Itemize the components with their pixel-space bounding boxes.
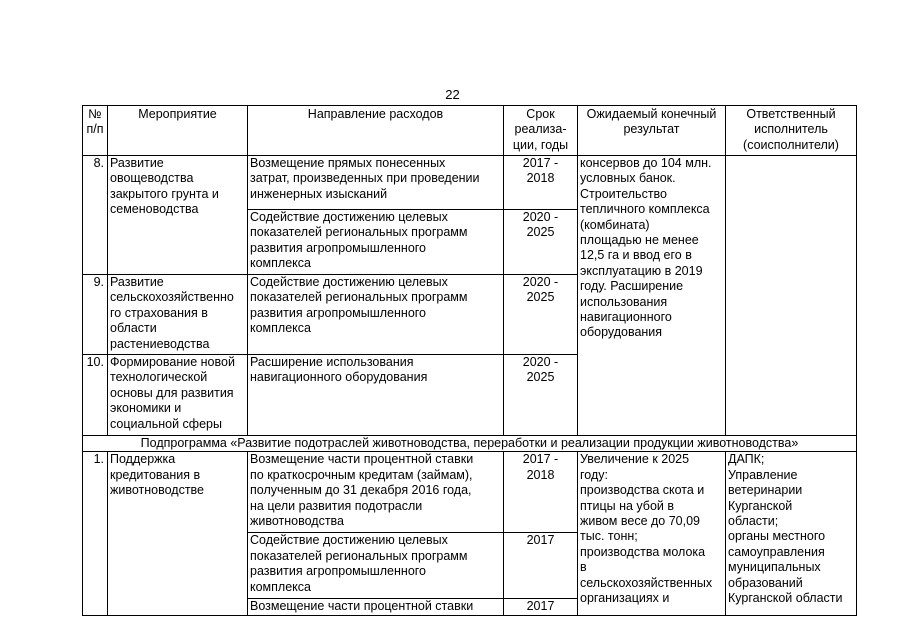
- row-num: 8.: [83, 156, 108, 275]
- header-direction: Направление расходов: [248, 106, 504, 156]
- subprogram-row: [83, 436, 857, 452]
- table-header-row: [83, 106, 857, 156]
- row-direction: Расширение использования навигационного оборудования: [248, 355, 504, 436]
- row-term: 2017: [504, 533, 578, 599]
- row-num: 9.: [83, 275, 108, 355]
- table-row: [83, 452, 857, 533]
- row-event: Формирование новой технологической основы для развития экономики и социальной сферы: [108, 355, 248, 436]
- table-row: [83, 156, 857, 210]
- row-event: Развитие овощеводства закрытого грунта и семеноводства: [108, 156, 248, 275]
- row-num: 1.: [83, 452, 108, 615]
- row-event: Поддержка кредитования в животноводстве: [108, 452, 248, 615]
- header-result: Ожидаемый конечный результат: [578, 106, 726, 156]
- subprogram-title: Подпрограмма «Развитие подотраслей животноводства, переработки и реализации продукции животноводства»: [83, 436, 857, 452]
- row-term: 2017 - 2018: [504, 452, 578, 533]
- row-direction: Содействие достижению целевых показателей региональных программ развития агропромышленного комплекса: [248, 210, 504, 275]
- row-term: 2017: [504, 599, 578, 615]
- page-number: 22: [445, 87, 460, 102]
- row-term: 2020 - 2025: [504, 210, 578, 275]
- row-num: 10.: [83, 355, 108, 436]
- row-term: 2017 - 2018: [504, 156, 578, 210]
- row-term: 2020 - 2025: [504, 275, 578, 355]
- header-responsible: Ответственный исполнитель (соисполнители): [726, 106, 857, 156]
- header-event: Мероприятие: [108, 106, 248, 156]
- row-direction: Содействие достижению целевых показателей региональных программ развития агропромышленного комплекса: [248, 275, 504, 355]
- row-result: Увеличение к 2025 году: производства скота и птицы на убой в живом весе до 70,09 тыс. тонн; производства молока в сельскохозяйственных организациях и: [578, 452, 726, 615]
- row-result: консервов до 104 млн. условных банок. Строительство тепличного комплекса (комбината) площадью не менее 12,5 га и ввод его в эксплуатацию в 2019 году. Расширение использования навигационного оборудования: [578, 156, 726, 436]
- activities-table: [82, 105, 857, 616]
- row-direction: Возмещение прямых понесенных затрат, произведенных при проведении инженерных изысканий: [248, 156, 504, 210]
- header-num: № п/п: [83, 106, 108, 156]
- header-term: Срок реализа- ции, годы: [504, 106, 578, 156]
- row-term: 2020 - 2025: [504, 355, 578, 436]
- row-event: Развитие сельскохозяйственно го страхования в области растениеводства: [108, 275, 248, 355]
- row-responsible: [726, 156, 857, 436]
- row-responsible: ДАПК; Управление ветеринарии Курганской области; органы местного самоуправления муниципальных образований Курганской области: [726, 452, 857, 615]
- row-direction: Возмещение части процентной ставки: [248, 599, 504, 615]
- row-direction: Содействие достижению целевых показателей региональных программ развития агропромышленного комплекса: [248, 533, 504, 599]
- row-direction: Возмещение части процентной ставки по краткосрочным кредитам (займам), полученным до 31 декабря 2016 года, на цели развития подотрасли животноводства: [248, 452, 504, 533]
